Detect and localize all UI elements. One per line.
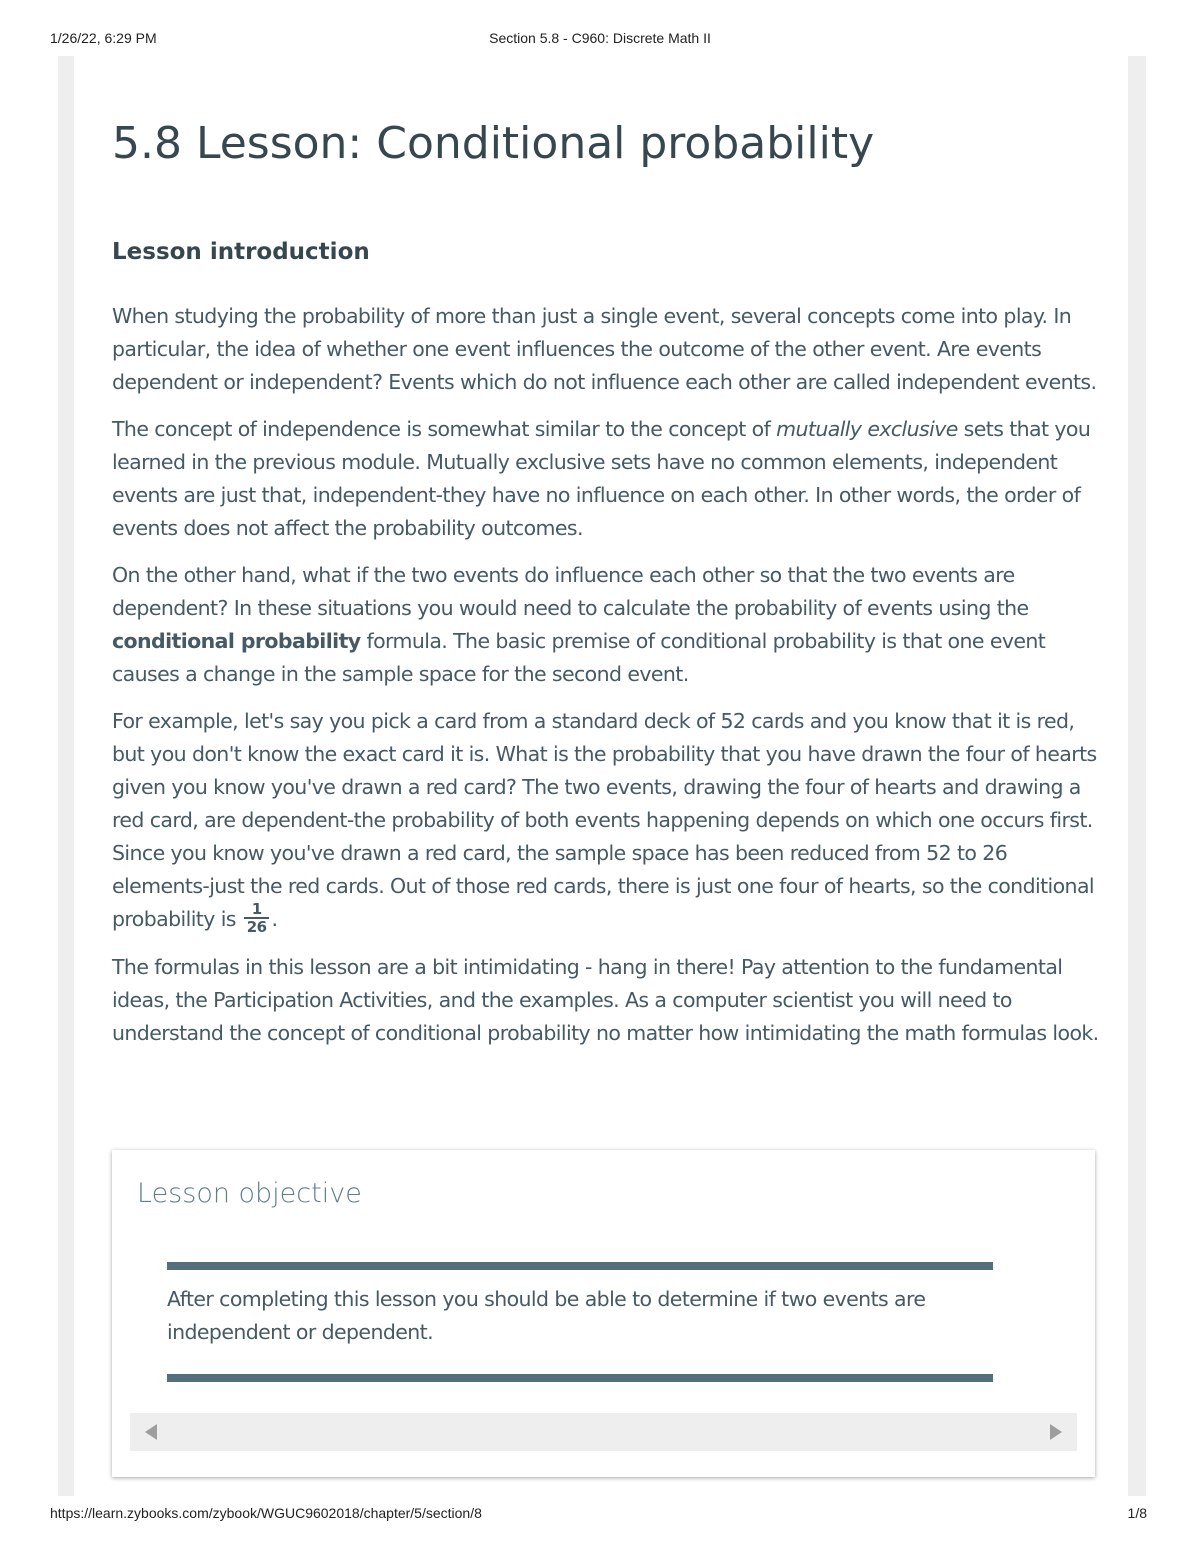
- paragraph-1: When studying the probability of more than just a single event, several concepts come into play. In particular, the idea of whether one event influences the outcome of the other event. Are events dependent or independent? Events which do not influence each other are called independent events.: [112, 304, 1097, 394]
- horizontal-scrollbar[interactable]: [130, 1413, 1077, 1451]
- objective-bottom-bar: [167, 1374, 993, 1382]
- fraction-one-over-26: [244, 901, 270, 935]
- print-datetime: 1/26/22, 6:29 PM: [50, 30, 157, 46]
- paragraph-5: The formulas in this lesson are a bit intimidating - hang in there! Pay attention to the fundamental ideas, the Participation Activities, and the examples. As a computer scientist you will need to understand the concept of conditional probability no matter how intimidating the math formulas look.: [112, 955, 1099, 1045]
- paragraph-3-text-b: formula. The basic premise of conditional probability is that one event causes a change in the sample space for the second event.: [112, 629, 1046, 686]
- paragraph-4-period: .: [271, 907, 278, 931]
- lesson-body: [112, 300, 1102, 1064]
- paragraph-3-text-a: On the other hand, what if the two events do influence each other so that the two events are dependent? In these situations you would need to calculate the probability of events using the: [112, 563, 1029, 620]
- print-header: [0, 30, 1200, 50]
- scroll-right-arrow-icon[interactable]: [1050, 1424, 1062, 1440]
- objective-top-bar: [167, 1262, 993, 1270]
- left-margin-strip: [58, 56, 74, 1496]
- mutually-exclusive-term: mutually exclusive: [776, 417, 958, 441]
- print-footer: [0, 1505, 1200, 1525]
- paragraph-2-text-a: The concept of independence is somewhat similar to the concept of: [112, 417, 777, 441]
- paragraph-2: [112, 413, 1102, 545]
- paragraph-3: [112, 559, 1102, 691]
- paragraph-4-text: For example, let's say you pick a card from a standard deck of 52 cards and you know that it is red, but you don't know the exact card it is. What is the probability that you have drawn the four of hearts given you know you've drawn a red card? The two events, drawing the four of hearts and drawing a red card, are dependent-the probability of both events happening depends on which one occurs first. Since you know you've drawn a red card, the sample space has been reduced from 52 to 26 elements-just the red cards. Out of those red cards, there is just one four of hearts, so the conditional probability is: [112, 709, 1097, 931]
- lesson-title: 5.8 Lesson: Conditional probability: [112, 118, 875, 169]
- scroll-left-arrow-icon[interactable]: [145, 1424, 157, 1440]
- print-page-title: Section 5.8 - C960: Discrete Math II: [489, 30, 711, 46]
- objective-title: Lesson objective: [137, 1178, 362, 1209]
- right-margin-strip: [1128, 56, 1146, 1496]
- print-page-number: 1/8: [1127, 1505, 1147, 1521]
- paragraph-2-text-b: sets that you learned in the previous module. Mutually exclusive sets have no common elements, independent events are just that, independent-they have no influence on each other. In other words, the order of events does not affect the probability outcomes.: [112, 417, 1091, 540]
- conditional-probability-term: conditional probability: [112, 629, 361, 653]
- print-url: https://learn.zybooks.com/zybook/WGUC9602018/chapter/5/section/8: [50, 1505, 482, 1521]
- objective-text: After completing this lesson you should be able to determine if two events are independent or dependent.: [167, 1287, 926, 1344]
- section-heading: Lesson introduction: [112, 239, 370, 265]
- paragraph-4: [112, 705, 1102, 937]
- fraction-denominator: 26: [246, 918, 267, 936]
- fraction-numerator: 1: [244, 901, 270, 919]
- lesson-objective-box: [112, 1150, 1095, 1477]
